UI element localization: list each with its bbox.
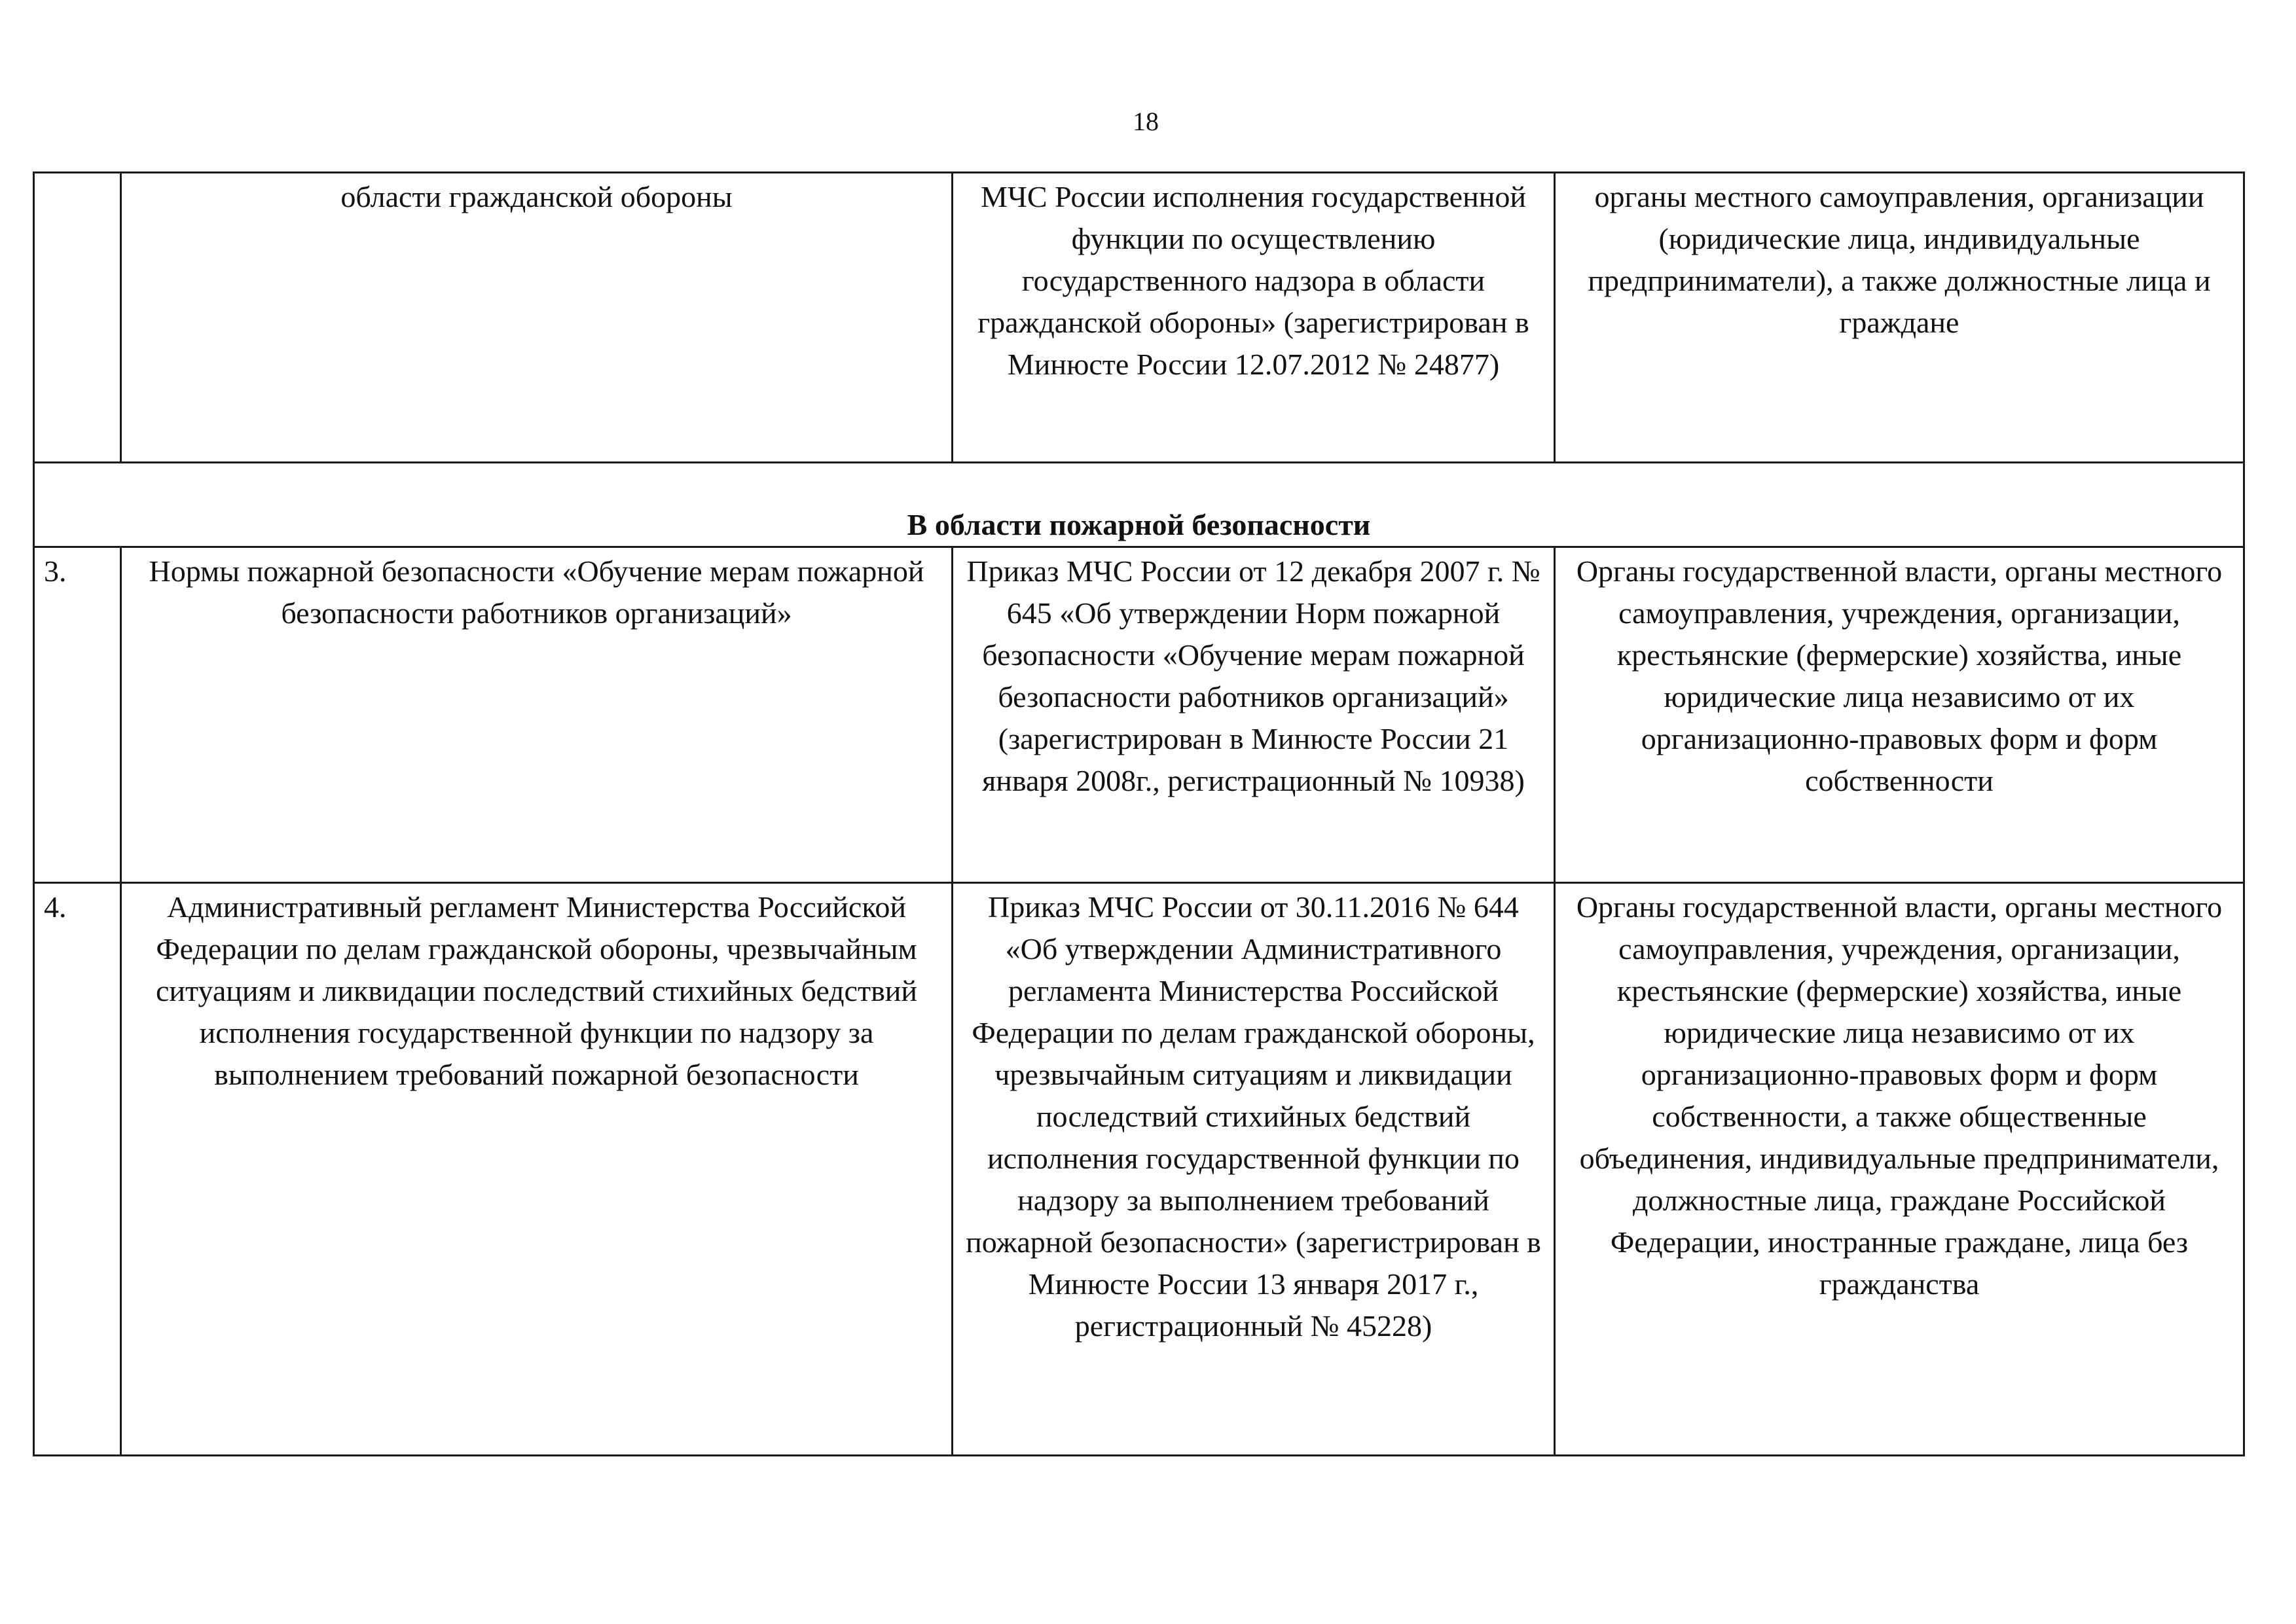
row-subjects-cell: Органы государственной власти, органы местного самоуправления, учреждения, организации, крестьянские (фермерские) хозяйства, иные юридические лица независимо от их организационно-правовых форм и форм собственности xyxy=(1555,547,2244,883)
row-act-cell: МЧС России исполнения государственной функции по осуществлению государственного надзора в области гражданской обороны» (зарегистрирован в Минюсте России 12.07.2012 № 24877) xyxy=(953,173,1555,463)
row-act-cell: Приказ МЧС России от 30.11.2016 № 644 «Об утверждении Административного регламента Министерства Российской Федерации по делам гражданской обороны, чрезвычайным ситуациям и ликвидации последствий стихийных бедствий исполнения государственной функции по надзору за выполнением требований пожарной безопасности» (зарегистрирован в Минюсте России 13 января 2017 г., регистрационный № 45228) xyxy=(953,883,1555,1456)
row-act-cell: Приказ МЧС России от 12 декабря 2007 г. № 645 «Об утверждении Норм пожарной безопасности «Обучение мерам пожарной безопасности работников организаций» (зарегистрирован в Минюсте России 21 января 2008г., регистрационный № 10938) xyxy=(953,547,1555,883)
section-heading: В области пожарной безопасности xyxy=(34,463,2244,547)
row-subjects-cell: органы местного самоуправления, организации (юридические лица, индивидуальные предприниматели), а также должностные лица и граждане xyxy=(1555,173,2244,463)
section-heading-row xyxy=(34,463,2244,547)
row-number-cell xyxy=(34,173,121,463)
row-name-cell: области гражданской обороны xyxy=(121,173,953,463)
row-name-cell: Административный регламент Министерства Российской Федерации по делам гражданской обороны, чрезвычайным ситуациям и ликвидации последствий стихийных бедствий исполнения государственной функции по надзору за выполнением требований пожарной безопасности xyxy=(121,883,953,1456)
table-row-continuation xyxy=(34,173,2244,463)
row-name-cell: Нормы пожарной безопасности «Обучение мерам пожарной безопасности работников организаций» xyxy=(121,547,953,883)
page-number: 18 xyxy=(1133,107,1159,136)
regulations-table xyxy=(33,171,2245,1456)
table-row xyxy=(34,547,2244,883)
row-subjects-cell: Органы государственной власти, органы местного самоуправления, учреждения, организации, крестьянские (фермерские) хозяйства, иные юридические лица независимо от их организационно-правовых форм и форм собственности, а также общественные объединения, индивидуальные предприниматели, должностные лица, граждане Российской Федерации, иностранные граждане, лица без гражданства xyxy=(1555,883,2244,1456)
row-number-cell: 3. xyxy=(34,547,121,883)
table-row xyxy=(34,883,2244,1456)
row-number-cell: 4. xyxy=(34,883,121,1456)
